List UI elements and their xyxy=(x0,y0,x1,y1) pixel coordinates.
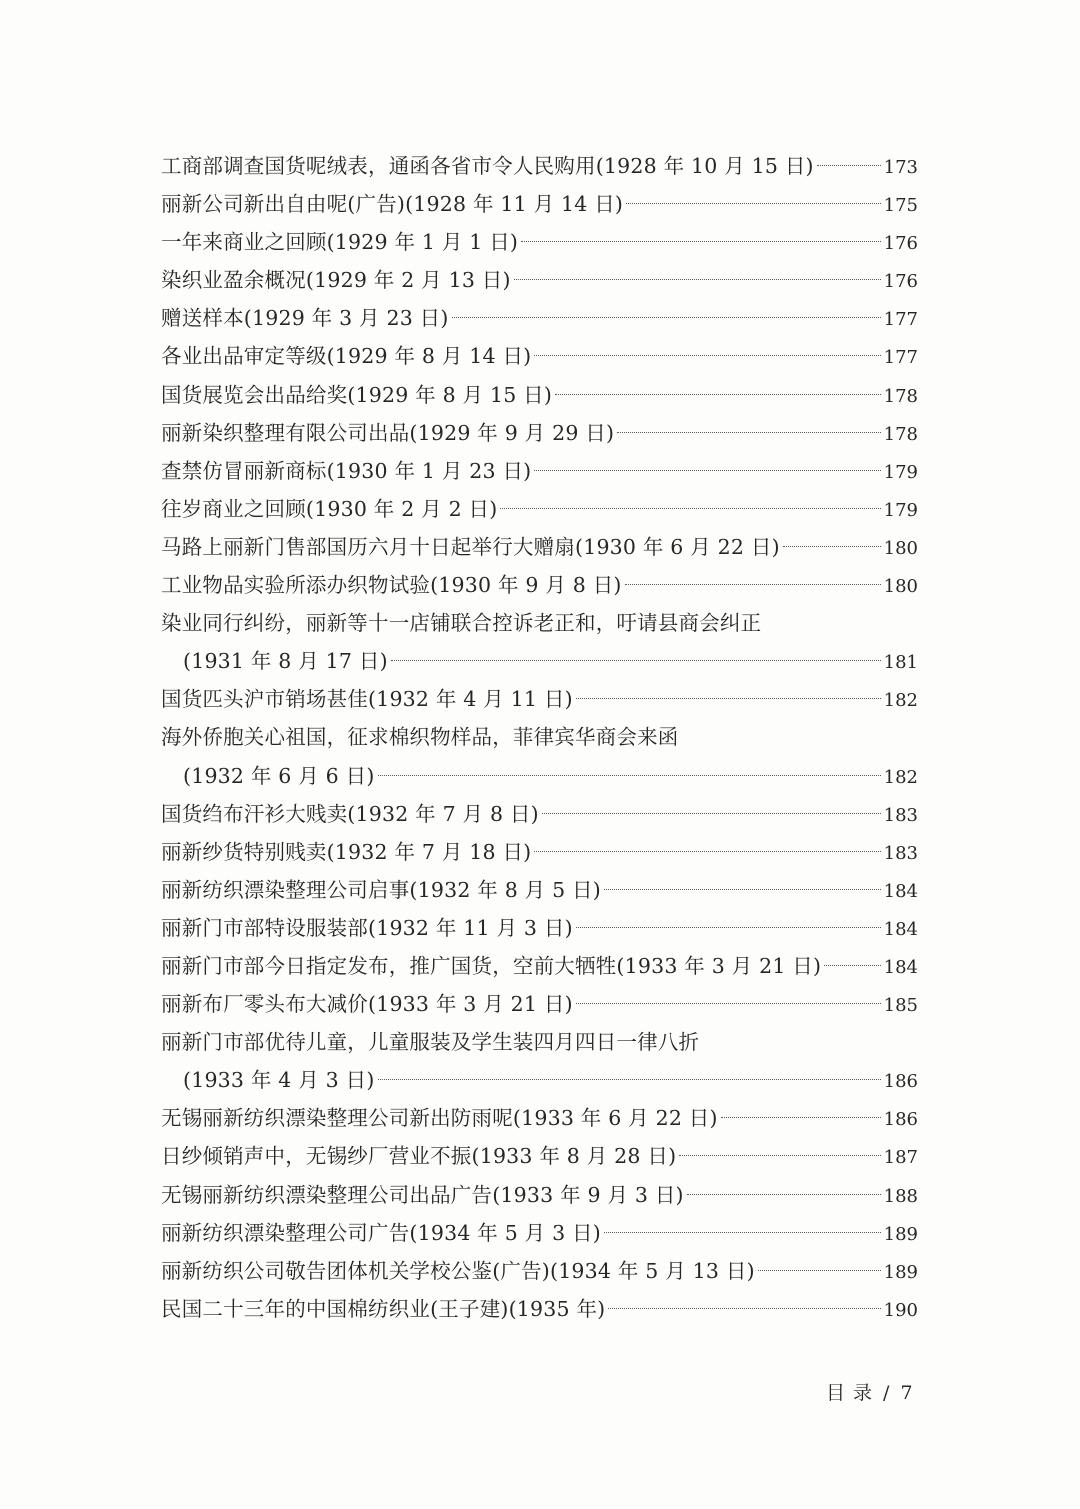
dot-leader xyxy=(534,470,880,471)
dot-leader xyxy=(604,889,881,890)
toc-entry xyxy=(161,871,918,909)
dot-leader xyxy=(534,851,880,852)
toc-entry-page: 176 xyxy=(883,271,918,293)
dot-leader xyxy=(500,508,880,509)
toc-entry-continuation xyxy=(161,642,918,680)
toc-entry xyxy=(161,795,918,833)
toc-entry-title: 丽新染织整理有限公司出品(1929 年 9 月 29 日) xyxy=(161,420,615,445)
toc-entry-page: 175 xyxy=(883,195,918,217)
toc-entry xyxy=(161,566,918,604)
toc-entry-title: 丽新纺织漂染整理公司广告(1934 年 5 月 3 日) xyxy=(161,1220,601,1245)
toc-entry xyxy=(161,604,918,642)
toc-entry-title: 国货匹头沪市销场甚佳(1932 年 4 月 11 日) xyxy=(161,687,573,712)
dot-leader xyxy=(391,660,881,661)
toc-entry-page: 181 xyxy=(883,652,918,674)
toc-entry-title: 国货绉布汗衫大贱卖(1932 年 7 月 8 日) xyxy=(161,801,539,826)
dot-leader xyxy=(514,279,881,280)
table-of-contents xyxy=(161,147,918,1328)
toc-entry xyxy=(161,528,918,566)
toc-entry xyxy=(161,261,918,299)
toc-entry xyxy=(161,452,918,490)
dot-leader xyxy=(452,317,881,318)
dot-leader xyxy=(534,355,880,356)
toc-entry xyxy=(161,1290,918,1328)
toc-entry xyxy=(161,985,918,1023)
toc-entry xyxy=(161,833,918,871)
toc-entry-page: 178 xyxy=(883,423,918,445)
toc-entry xyxy=(161,1176,918,1214)
toc-entry-page: 189 xyxy=(883,1261,918,1283)
toc-entry xyxy=(161,490,918,528)
footer-separator: / xyxy=(883,1382,891,1404)
dot-leader xyxy=(576,927,881,928)
toc-entry xyxy=(161,947,918,985)
toc-entry xyxy=(161,1214,918,1252)
toc-entry-page: 182 xyxy=(883,690,918,712)
toc-entry-title: 赠送样本(1929 年 3 月 23 日) xyxy=(161,306,449,331)
toc-entry-title: 日纱倾销声中，无锡纱厂营业不振(1933 年 8 月 28 日) xyxy=(161,1144,677,1169)
toc-entry-title: 国货展览会出品给奖(1929 年 8 月 15 日) xyxy=(161,382,553,407)
toc-entry-title: 民国二十三年的中国棉纺织业(王子建)(1935 年) xyxy=(161,1296,606,1321)
toc-entry-page: 177 xyxy=(883,309,918,331)
toc-entry-page: 179 xyxy=(883,461,918,483)
toc-entry-page: 176 xyxy=(883,233,918,255)
toc-entry xyxy=(161,1252,918,1290)
toc-entry xyxy=(161,1023,918,1061)
toc-entry-date: (1933 年 4 月 3 日) xyxy=(183,1068,375,1093)
dot-leader xyxy=(721,1117,881,1118)
toc-entry-page: 173 xyxy=(883,157,918,178)
toc-entry xyxy=(161,299,918,337)
toc-entry-title: 染业同行纠纷，丽新等十一店铺联合控诉老正和，吁请县商会纠正 xyxy=(161,611,762,636)
toc-entry xyxy=(161,1137,918,1175)
toc-entry xyxy=(161,909,918,947)
toc-entry xyxy=(161,376,918,414)
toc-entry-page: 182 xyxy=(883,766,918,788)
toc-entry-title: 海外侨胞关心祖国，征求棉织物样品，菲律宾华商会来函 xyxy=(161,725,679,750)
toc-entry-page: 180 xyxy=(883,537,918,559)
toc-entry-title: 丽新公司新出自由呢(广告)(1928 年 11 月 14 日) xyxy=(161,192,624,217)
toc-entry-continuation xyxy=(161,757,918,795)
dot-leader xyxy=(687,1194,881,1195)
toc-entry xyxy=(161,718,918,756)
toc-entry-title: 丽新门市部优待儿童，儿童服装及学生装四月四日一律八折 xyxy=(161,1030,700,1055)
toc-entry-title: 丽新纱货特别贱卖(1932 年 7 月 18 日) xyxy=(161,839,532,864)
footer-section-label: 目 录 xyxy=(826,1382,874,1404)
dot-leader xyxy=(679,1155,880,1156)
dot-leader xyxy=(378,775,881,776)
toc-entry-page: 190 xyxy=(883,1299,918,1321)
dot-leader xyxy=(576,698,881,699)
toc-entry-title: 工商部调查国货呢绒表，通函各省市令人民购用(1928 年 10 月 15 日) xyxy=(161,154,814,178)
toc-entry-title: 工业物品实验所添办织物试验(1930 年 9 月 8 日) xyxy=(161,573,622,598)
dot-leader xyxy=(378,1079,881,1080)
toc-entry-page: 189 xyxy=(883,1223,918,1245)
toc-entry xyxy=(161,1099,918,1137)
toc-entry-page: 179 xyxy=(883,499,918,521)
toc-entry-title: 无锡丽新纺织漂染整理公司出品广告(1933 年 9 月 3 日) xyxy=(161,1182,684,1207)
page-footer xyxy=(826,1378,914,1405)
toc-entry xyxy=(161,185,918,223)
toc-entry-title: 染织业盈余概况(1929 年 2 月 13 日) xyxy=(161,268,511,293)
toc-entry-title: 一年来商业之回顾(1929 年 1 月 1 日) xyxy=(161,230,519,255)
toc-entry-page: 186 xyxy=(883,1109,918,1131)
toc-entry-title: 丽新纺织漂染整理公司启事(1932 年 8 月 5 日) xyxy=(161,877,601,902)
toc-entry-title: 马路上丽新门售部国历六月十日起举行大赠扇(1930 年 6 月 22 日) xyxy=(161,534,780,559)
toc-entry-date: (1932 年 6 月 6 日) xyxy=(183,763,375,788)
dot-leader xyxy=(824,965,880,966)
dot-leader xyxy=(626,203,881,204)
toc-entry-title: 无锡丽新纺织漂染整理公司新出防雨呢(1933 年 6 月 22 日) xyxy=(161,1106,718,1131)
toc-entry-page: 185 xyxy=(883,995,918,1017)
toc-entry-title: 丽新门市部今日指定发布，推广国货，空前大牺牲(1933 年 3 月 21 日) xyxy=(161,953,822,978)
dot-leader xyxy=(617,432,880,433)
toc-entry-page: 188 xyxy=(883,1185,918,1207)
toc-entry-page: 177 xyxy=(883,347,918,369)
toc-entry-title: 各业出品审定等级(1929 年 8 月 14 日) xyxy=(161,344,532,369)
toc-entry-title: 往岁商业之回顾(1930 年 2 月 2 日) xyxy=(161,496,498,521)
toc-entry xyxy=(161,337,918,375)
toc-entry xyxy=(161,223,918,261)
toc-entry-continuation xyxy=(161,1061,918,1099)
toc-entry xyxy=(161,414,918,452)
toc-entry-page: 178 xyxy=(883,385,918,407)
dot-leader xyxy=(521,241,881,242)
dot-leader xyxy=(625,584,881,585)
dot-leader xyxy=(542,813,881,814)
toc-entry-page: 184 xyxy=(883,918,918,940)
toc-entry xyxy=(161,147,918,185)
footer-page-number: 7 xyxy=(900,1382,914,1404)
dot-leader xyxy=(608,1308,880,1309)
toc-entry-page: 183 xyxy=(883,842,918,864)
toc-entry-page: 186 xyxy=(883,1071,918,1093)
dot-leader xyxy=(555,394,881,395)
dot-leader xyxy=(783,546,881,547)
toc-entry-title: 丽新布厂零头布大减价(1933 年 3 月 21 日) xyxy=(161,992,573,1017)
dot-leader xyxy=(758,1270,881,1271)
toc-entry-page: 184 xyxy=(883,880,918,902)
toc-entry-title: 丽新门市部特设服装部(1932 年 11 月 3 日) xyxy=(161,915,573,940)
toc-entry xyxy=(161,680,918,718)
toc-entry-page: 184 xyxy=(883,956,918,978)
toc-entry-date: (1931 年 8 月 17 日) xyxy=(183,649,388,674)
dot-leader xyxy=(576,1003,881,1004)
dot-leader xyxy=(604,1232,881,1233)
toc-entry-title: 查禁仿冒丽新商标(1930 年 1 月 23 日) xyxy=(161,458,532,483)
toc-entry-page: 187 xyxy=(883,1147,918,1169)
toc-entry-page: 183 xyxy=(883,804,918,826)
toc-entry-page: 180 xyxy=(883,576,918,598)
dot-leader xyxy=(817,165,881,166)
toc-entry-title: 丽新纺织公司敬告团体机关学校公鉴(广告)(1934 年 5 月 13 日) xyxy=(161,1258,755,1283)
